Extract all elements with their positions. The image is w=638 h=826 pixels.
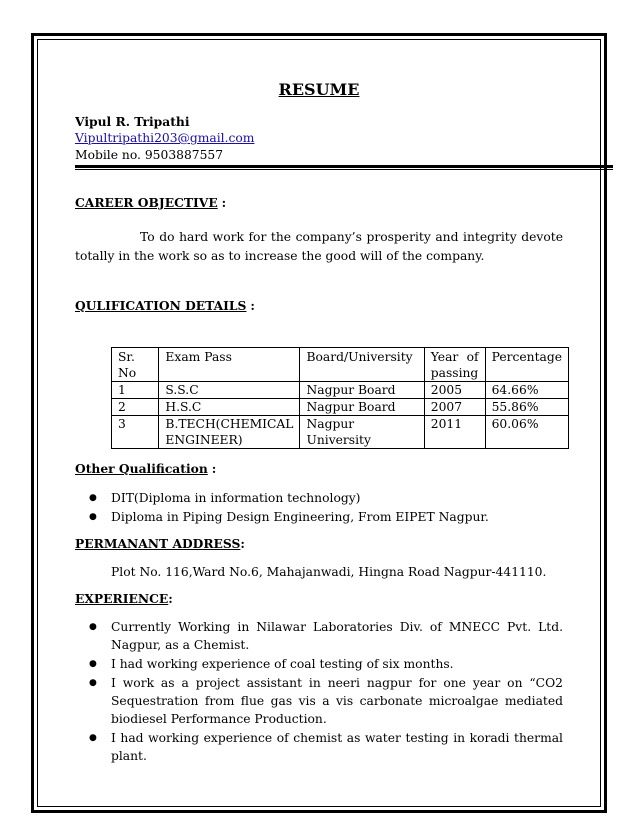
- heading-colon: :: [211, 461, 217, 476]
- career-objective-heading-row: [75, 195, 226, 210]
- email-link[interactable]: Vipultripathi203@gmail.com: [75, 131, 255, 145]
- other-qualification-list: [75, 489, 527, 527]
- list-item: ● I work as a project assistant in neeri nagpur for one year on “CO2 Sequestration from flue gas vis a vis carbonate microalgae mediated biodiesel Performance Production.: [75, 674, 563, 728]
- heading-colon: :: [168, 591, 173, 606]
- table-header-cell: Percentage: [485, 348, 568, 382]
- address-heading: PERMANANT ADDRESS: [75, 536, 241, 551]
- table-row: [112, 416, 569, 449]
- table-cell: 2005: [424, 382, 485, 399]
- table-cell: 2: [112, 399, 159, 416]
- table-cell: 2007: [424, 399, 485, 416]
- career-objective-heading: CAREER OBJECTIVE: [75, 195, 218, 210]
- table-row: [112, 399, 569, 416]
- qualification-table: [111, 347, 569, 449]
- address-text: Plot No. 116,Ward No.6, Mahajanwadi, Hingna Road Nagpur-441110.: [111, 565, 547, 579]
- table-header-cell: Exam Pass: [159, 348, 300, 382]
- table-cell: 60.06%: [485, 416, 568, 449]
- candidate-name: Vipul R. Tripathi: [75, 114, 190, 129]
- list-item: ● DIT(Diploma in information technology): [75, 489, 527, 507]
- list-item: ● I had working experience of chemist as water testing in koradi thermal plant.: [75, 729, 563, 765]
- heading-colon: :: [221, 195, 227, 210]
- table-cell: Nagpur University: [300, 416, 424, 449]
- heading-colon: :: [250, 298, 255, 313]
- table-cell: 3: [112, 416, 159, 449]
- heading-colon: :: [240, 536, 245, 551]
- address-heading-row: [75, 536, 245, 551]
- list-item: ● Diploma in Piping Design Engineering, From EIPET Nagpur.: [75, 508, 527, 526]
- other-qualification-heading-row: [75, 461, 216, 476]
- table-header-cell: Board/University: [300, 348, 424, 382]
- header-divider: [75, 165, 613, 168]
- experience-heading-row: [75, 591, 173, 606]
- qualification-heading-row: [75, 298, 255, 313]
- table-header-row: [112, 348, 569, 382]
- table-header-cell: Year of passing: [424, 348, 485, 382]
- career-objective-text: To do hard work for the company’s prosperity and integrity devote totally in the work so as to increase the good will of the company.: [75, 230, 563, 263]
- resume-title: RESUME: [278, 80, 360, 99]
- table-row: [112, 382, 569, 399]
- list-item: ● Currently Working in Nilawar Laboratories Div. of MNECC Pvt. Ltd. Nagpur, as a Chemist.: [75, 618, 563, 654]
- experience-heading: EXPERIENCE: [75, 591, 169, 606]
- qualification-heading: QULIFICATION DETAILS: [75, 298, 247, 313]
- table-cell: 2011: [424, 416, 485, 449]
- table-header-cell: Sr. No: [112, 348, 159, 382]
- table-cell: 1: [112, 382, 159, 399]
- table-cell: 55.86%: [485, 399, 568, 416]
- table-cell: Nagpur Board: [300, 399, 424, 416]
- table-cell: S.S.C: [159, 382, 300, 399]
- table-cell: 64.66%: [485, 382, 568, 399]
- experience-list: [75, 618, 563, 766]
- other-qualification-heading: Other Qualification: [75, 461, 208, 476]
- table-cell: H.S.C: [159, 399, 300, 416]
- table-cell: Nagpur Board: [300, 382, 424, 399]
- table-cell: B.TECH(CHEMICAL ENGINEER): [159, 416, 300, 449]
- mobile-number: Mobile no. 9503887557: [75, 148, 224, 162]
- list-item: ● I had working experience of coal testing of six months.: [75, 655, 563, 673]
- header-divider-thin: [75, 169, 613, 170]
